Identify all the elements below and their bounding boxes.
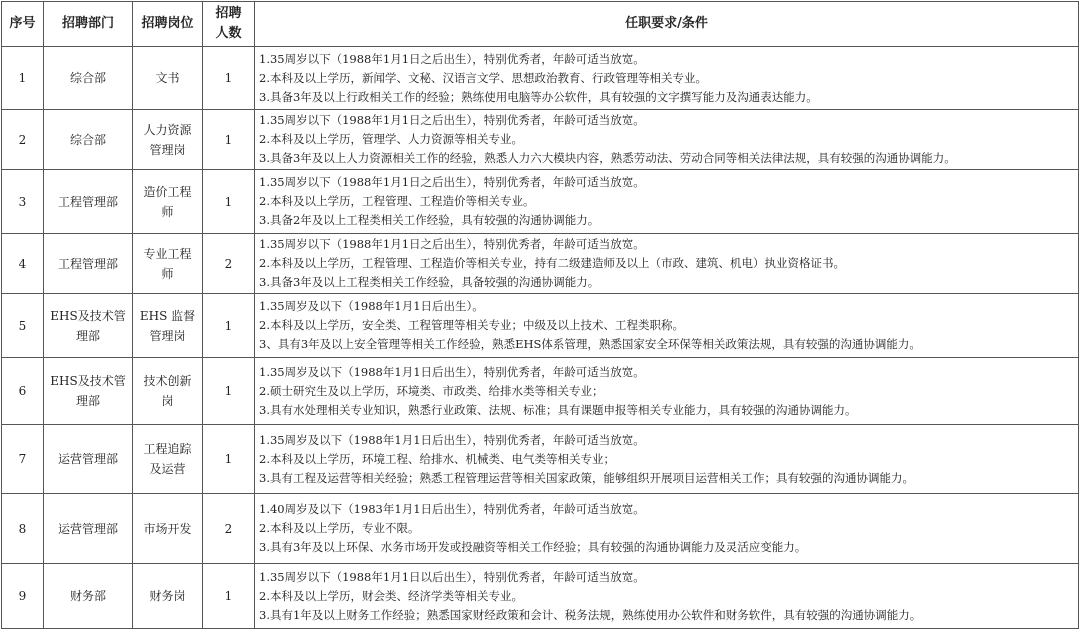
cell-post-text: 造价工程 师 [143, 184, 192, 219]
cell-count-text: 1 [224, 384, 233, 398]
requirement-line: 2.本科及以上学历，安全类、工程管理等相关专业；中级及以上技术、工程类职称。 [259, 318, 684, 332]
table-row [2, 170, 1079, 234]
cell-requirements [255, 170, 1079, 234]
cell-count-text: 1 [224, 452, 233, 466]
cell-no-text: 8 [18, 521, 27, 536]
requirement-line: 2.本科及以上学历，财会类、经济学类等相关专业。 [259, 588, 523, 603]
cell-count [203, 564, 255, 629]
recruitment-table [1, 1, 1079, 629]
cell-dept [44, 47, 133, 110]
cell-dept-text: 工程管理部 [57, 194, 118, 209]
header-requirements: 任职要求/条件 [255, 2, 1079, 47]
table-row [2, 294, 1079, 358]
requirement-line: 1.35周岁以下（1988年1月1日之后出生），特别优秀者，年龄可适当放宽。 [259, 237, 645, 251]
cell-post-text: EHS 监督 管理岗 [139, 308, 196, 343]
table-row [2, 494, 1079, 564]
cell-dept-text: 综合部 [69, 71, 106, 85]
cell-count-text: 2 [224, 256, 233, 271]
header-dept: 招聘部门 [44, 2, 133, 47]
header-no: 序号 [2, 2, 44, 47]
cell-post-text: 专业工程 师 [143, 246, 192, 281]
cell-no-text: 5 [18, 318, 27, 333]
cell-post-text: 人力资源 管理岗 [143, 122, 192, 157]
cell-count [203, 425, 255, 494]
cell-post [133, 47, 203, 110]
cell-post-text: 财务岗 [149, 589, 186, 603]
cell-dept [44, 234, 133, 294]
cell-post [133, 425, 203, 494]
table-row [2, 234, 1079, 294]
cell-requirements [255, 564, 1079, 629]
cell-post [133, 170, 203, 234]
cell-no [2, 110, 44, 170]
requirement-line: 2.本科及以上学历，新闻学、文秘、汉语言文学、思想政治教育、行政管理等相关专业。 [259, 70, 707, 85]
cell-dept-text: 运营管理部 [57, 452, 118, 466]
cell-requirements [255, 294, 1079, 358]
cell-dept [44, 564, 133, 629]
table-row [2, 47, 1079, 110]
cell-dept-text: EHS及技术管 理部 [50, 374, 126, 408]
cell-requirements [255, 110, 1079, 170]
cell-no [2, 47, 44, 110]
cell-post-text: 文书 [155, 71, 180, 85]
cell-count [203, 170, 255, 234]
cell-dept [44, 494, 133, 564]
cell-count-text: 1 [224, 132, 233, 147]
requirement-line: 1.35周岁及以下（1988年1月1日后出生），特别优秀者，年龄可适当放宽。 [259, 364, 645, 379]
cell-count-text: 2 [224, 521, 233, 536]
cell-dept-text: 工程管理部 [57, 256, 118, 271]
cell-post [133, 110, 203, 170]
cell-dept-text: 财务部 [69, 589, 106, 603]
requirement-line: 3.具有3年及以上环保、水务市场开发或投融资等相关工作经验；具有较强的沟通协调能力及灵活应变能力。 [259, 540, 807, 554]
cell-dept [44, 294, 133, 358]
cell-no-text: 1 [18, 71, 27, 85]
cell-requirements [255, 234, 1079, 294]
header-count-label: 招聘 人数 [215, 6, 242, 41]
cell-dept [44, 170, 133, 234]
cell-post-text: 市场开发 [143, 521, 192, 536]
requirement-line: 3.具有工程及运营等相关经验；熟悉工程管理运营等相关国家政策，能够组织开展项目运营相关工作；具有较强的沟通协调能力。 [259, 470, 914, 485]
table-row [2, 358, 1079, 425]
cell-count-text: 1 [224, 194, 233, 209]
requirement-line: 2.本科及以上学历，环境工程、给排水、机械类、电气类等相关专业； [259, 451, 615, 466]
cell-dept-text: EHS及技术管 理部 [50, 308, 126, 343]
cell-no [2, 564, 44, 629]
cell-post [133, 358, 203, 425]
cell-count [203, 494, 255, 564]
requirement-line: 2.硕士研究生及以上学历，环境类、市政类、给排水类等相关专业； [259, 383, 604, 398]
requirement-line: 2.本科及以上学历，管理学、人力资源等相关专业。 [259, 132, 523, 146]
requirement-line: 1.40周岁及以下（1983年1月1日后出生），特别优秀者，年龄可适当放宽。 [259, 502, 645, 516]
table-header-row [2, 2, 1079, 47]
header-post: 招聘岗位 [133, 2, 203, 47]
table-row [2, 564, 1079, 629]
requirement-line: 1.35周岁以下（1988年1月1日之后出生），特别优秀者，年龄可适当放宽。 [259, 175, 645, 189]
cell-no-text: 6 [18, 384, 27, 398]
requirement-line: 1.35周岁以下（1988年1月1日以后出生），特别优秀者，年龄可适当放宽。 [259, 569, 645, 584]
cell-count-text: 1 [224, 318, 233, 333]
requirement-line: 3.具备3年及以上人力资源相关工作的经验，熟悉人力六大模块内容，熟悉劳动法、劳动合同等相关法律法规，具有较强的沟通协调能力。 [259, 151, 956, 165]
requirement-line: 2.本科及以上学历，工程管理、工程造价等相关专业。 [259, 194, 535, 208]
cell-count [203, 294, 255, 358]
cell-no [2, 494, 44, 564]
cell-dept-text: 综合部 [69, 132, 106, 147]
cell-dept [44, 425, 133, 494]
requirement-line: 3.具有水处理相关专业知识，熟悉行业政策、法规、标准；具有课题申报等相关专业能力，具有较强的沟通协调能力。 [259, 402, 857, 417]
cell-count [203, 358, 255, 425]
requirement-line: 3.具备3年及以上行政相关工作的经验；熟练使用电脑等办公软件，具有较强的文字撰写能力及沟通表达能力。 [259, 89, 818, 104]
cell-post-text: 技术创新 岗 [143, 374, 192, 408]
cell-count-text: 1 [224, 589, 233, 603]
table-row [2, 110, 1079, 170]
cell-post [133, 294, 203, 358]
cell-no-text: 9 [18, 589, 27, 603]
requirement-line: 3、具有3年及以上安全管理等相关工作经验，熟悉EHS体系管理，熟悉国家安全环保等相关政策法规，具有较强的沟通协调能力。 [259, 337, 921, 351]
cell-dept-text: 运营管理部 [57, 521, 118, 536]
cell-no-text: 2 [18, 132, 27, 147]
requirement-line: 1.35周岁以下（1988年1月1日之后出生），特别优秀者，年龄可适当放宽。 [259, 51, 645, 66]
cell-post-text: 工程追踪 及运营 [143, 442, 192, 476]
cell-requirements [255, 425, 1079, 494]
requirement-line: 1.35周岁以下（1988年1月1日之后出生），特别优秀者，年龄可适当放宽。 [259, 113, 645, 127]
cell-dept [44, 110, 133, 170]
requirement-line: 1.35周岁及以下（1988年1月1日后出生），特别优秀者，年龄可适当放宽。 [259, 432, 645, 447]
requirement-line: 3.具备2年及以上工程类相关工作经验，具有较强的沟通协调能力。 [259, 213, 600, 227]
cell-no [2, 425, 44, 494]
cell-no-text: 3 [18, 194, 27, 209]
requirement-line: 3.具备3年及以上工程类相关工作经验，具备较强的沟通协调能力。 [259, 275, 600, 289]
requirement-line: 2.本科及以上学历，工程管理、工程造价等相关专业，持有二级建造师及以上（市政、建筑、机电）执业资格证书。 [259, 256, 845, 270]
table-row [2, 425, 1079, 494]
cell-requirements [255, 358, 1079, 425]
cell-count [203, 110, 255, 170]
cell-no [2, 358, 44, 425]
cell-count [203, 234, 255, 294]
requirement-line: 1.35周岁及以下（1988年1月1日后出生）。 [259, 299, 484, 313]
cell-requirements [255, 47, 1079, 110]
cell-requirements [255, 494, 1079, 564]
cell-post [133, 564, 203, 629]
cell-count-text: 1 [224, 71, 233, 85]
header-count [203, 2, 255, 47]
cell-no-text: 4 [18, 256, 27, 271]
cell-no-text: 7 [18, 452, 27, 466]
cell-no [2, 170, 44, 234]
cell-dept [44, 358, 133, 425]
cell-post [133, 234, 203, 294]
cell-no [2, 234, 44, 294]
requirement-line: 2.本科及以上学历，专业不限。 [259, 521, 420, 535]
cell-count [203, 47, 255, 110]
requirement-line: 3.具有1年及以上财务工作经验；熟悉国家财经政策和会计、税务法规，熟练使用办公软件和财务软件，具有较强的沟通协调能力。 [259, 607, 922, 622]
cell-no [2, 294, 44, 358]
cell-post [133, 494, 203, 564]
